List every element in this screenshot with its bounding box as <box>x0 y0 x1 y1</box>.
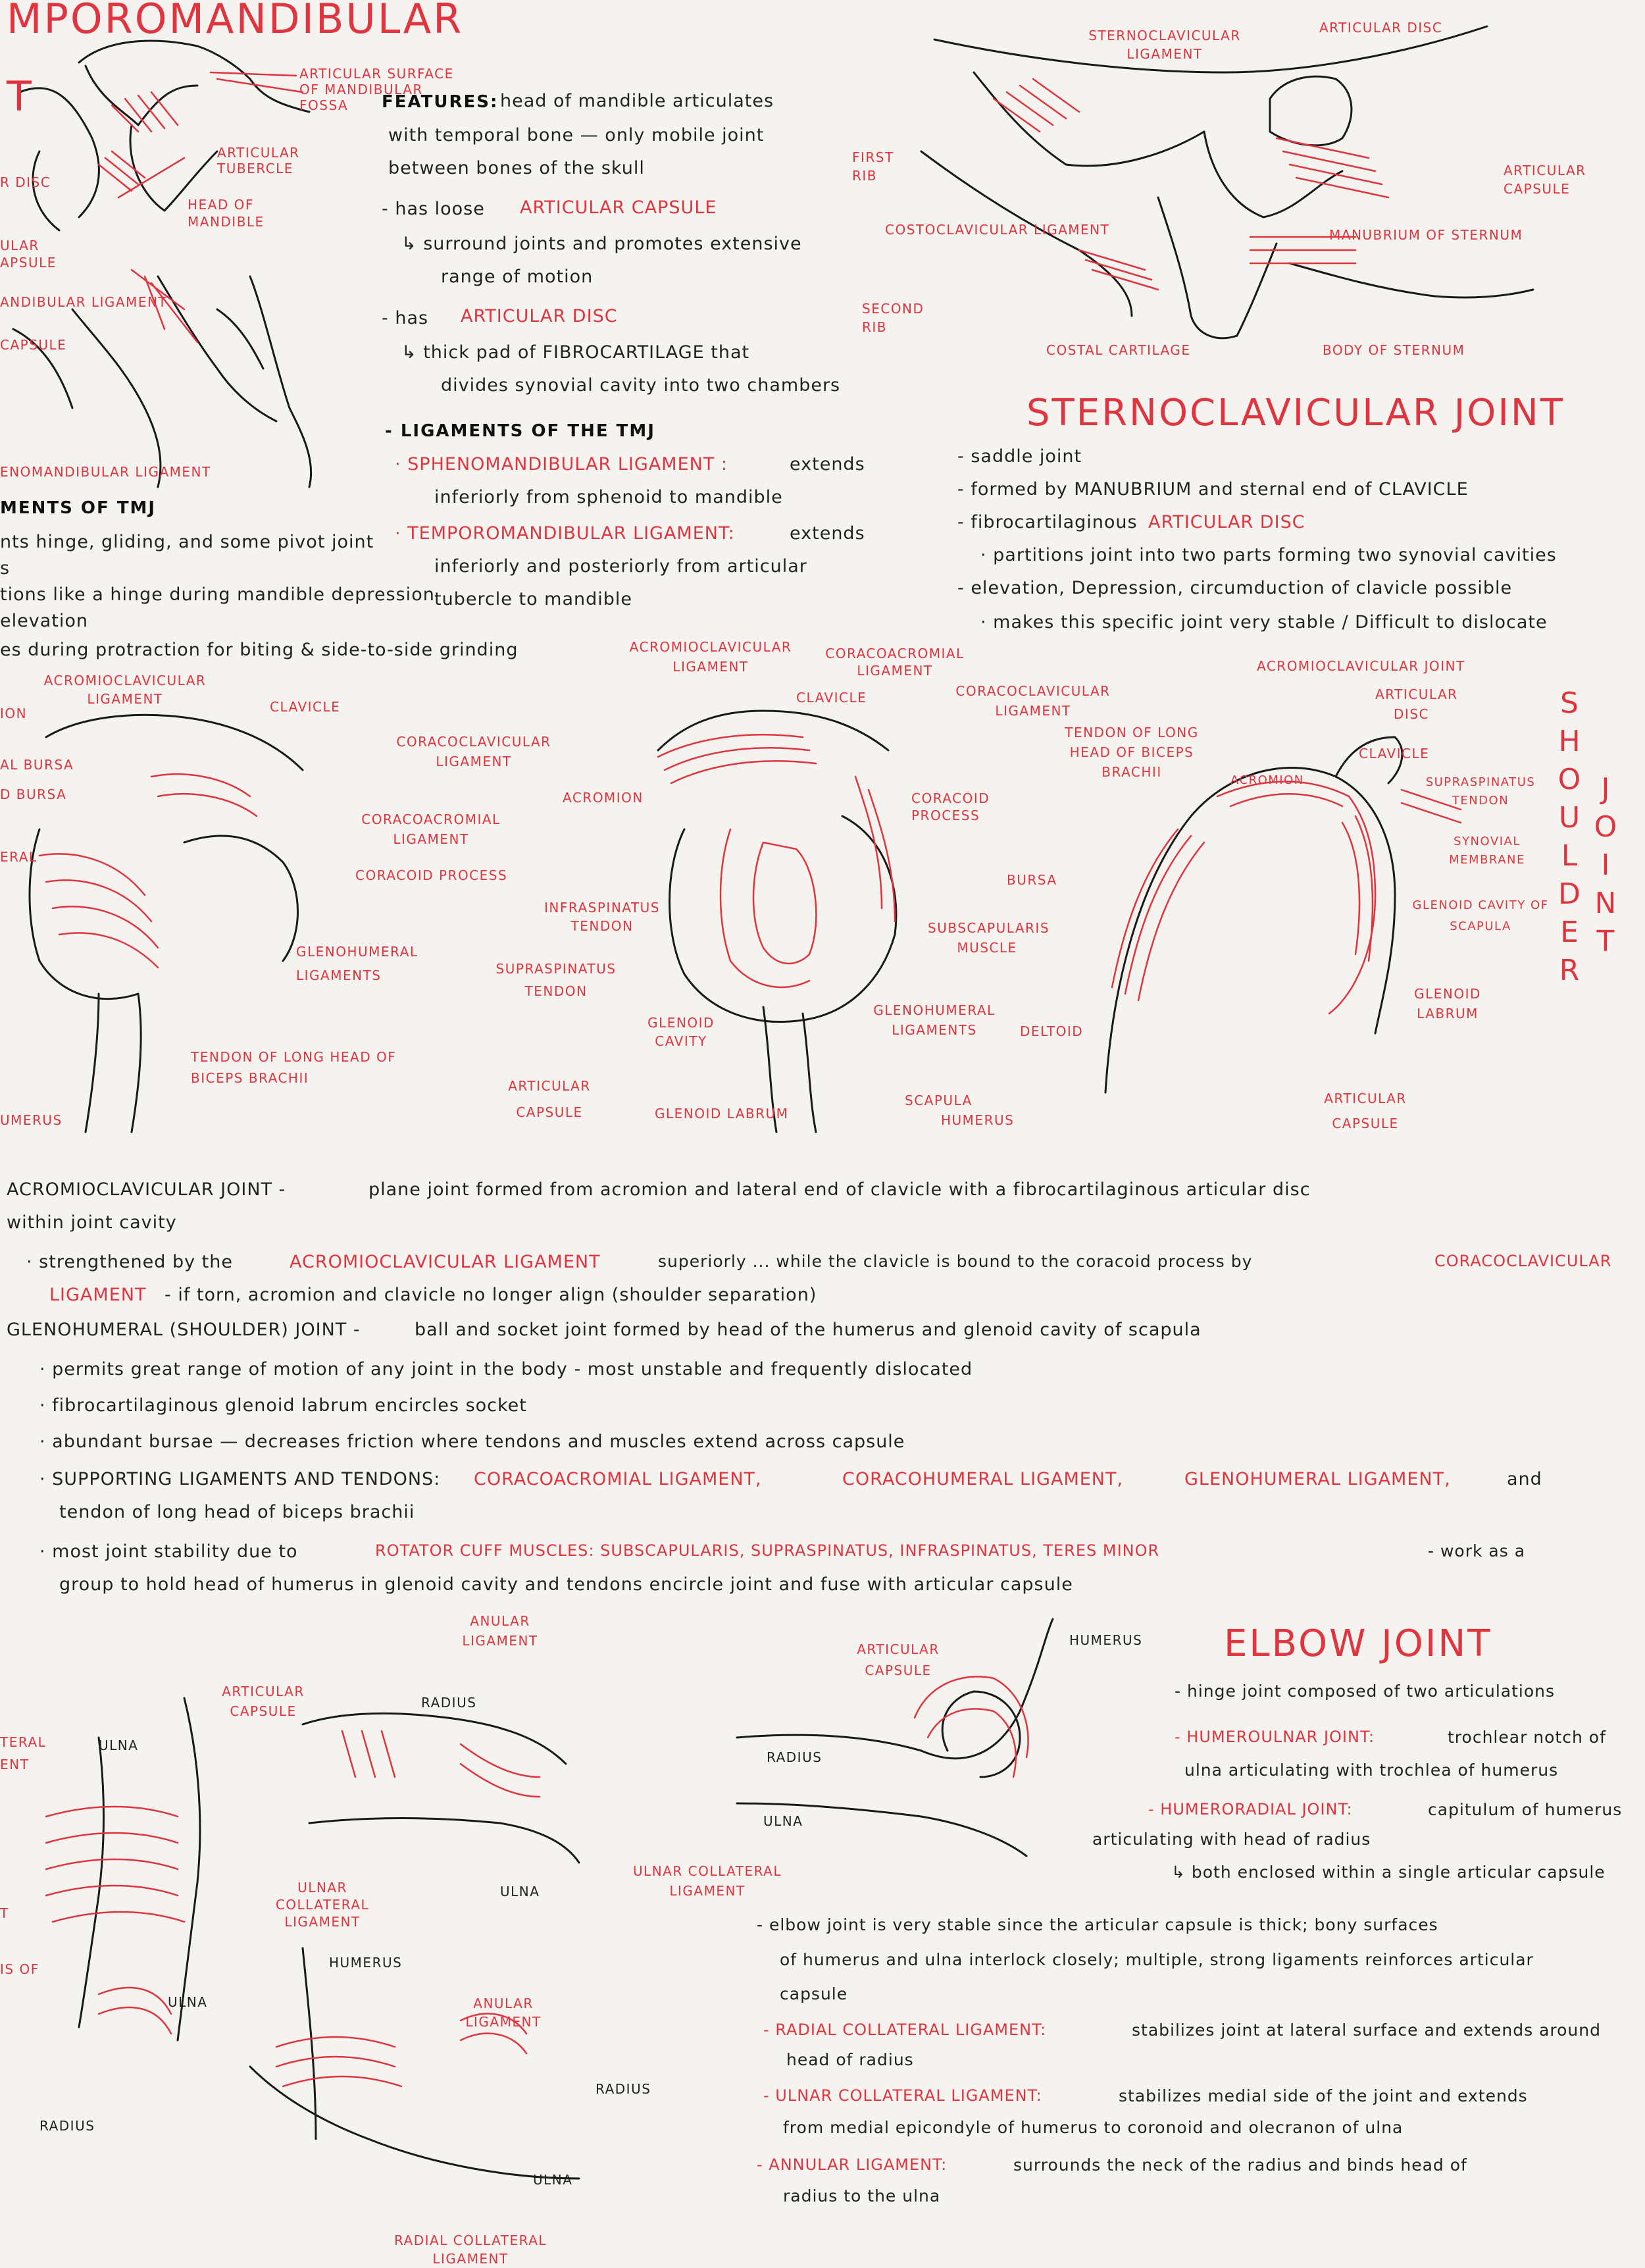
elbow-p1c: capsule <box>780 1984 848 2003</box>
scj-line-5: - elevation, Depression, circumduction of clavicle possible <box>957 578 1513 598</box>
sh-c-glenoid-cavity: GLENOID CAVITY OF SCAPULA <box>1412 898 1549 933</box>
sh-b-glenohumeral: GLENOHUMERAL LIGAMENTS <box>873 1002 996 1038</box>
tmj-features-1: head of mandible articulates <box>500 91 774 111</box>
tmj-disc-pre: - has <box>382 308 429 328</box>
sh-c-deltoid: DELTOID <box>1020 1023 1084 1039</box>
scj-line-4: · partitions joint into two parts forming two synovial cavities <box>980 545 1557 565</box>
shoulder-v-letter: U <box>1558 801 1581 835</box>
el-b-ulna: ULNA <box>763 1813 803 1829</box>
tmj-label-capsule: ULAR APSULE <box>0 238 57 271</box>
tmj-capsule-red: ARTICULAR CAPSULE <box>520 197 717 218</box>
elbow-p3-red: - ULNAR COLLATERAL LIGAMENT: <box>763 2086 1042 2105</box>
sh-c-ac-joint: ACROMIOCLAVICULAR JOINT <box>1257 658 1465 674</box>
el-a-radius: RADIUS <box>421 1695 477 1711</box>
shoulder-v-letter: E <box>1560 915 1579 949</box>
sh-a-bursa-2: D BURSA <box>0 786 67 802</box>
tmj-lig2-red: · TEMPOROMANDIBULAR LIGAMENT: <box>395 523 735 544</box>
tmj-lig2-txt: extends <box>790 523 865 544</box>
tmj-lig1-l2: inferiorly from sphenoid to mandible <box>434 487 783 507</box>
elbow-p3: stabilizes medial side of the joint and extends <box>1119 2086 1528 2105</box>
joint-v-letter: N <box>1594 887 1617 920</box>
sh-a-humerus: UMERUS <box>0 1112 63 1128</box>
el-a-ucl: ULNAR COLLATERAL LIGAMENT <box>275 1880 370 1930</box>
elbow-l3-red: - HUMERORADIAL JOINT: <box>1148 1800 1353 1818</box>
sh-b-glenoid-labrum: GLENOID LABRUM <box>655 1106 789 1121</box>
tmj-capsule-pre: - has loose <box>382 199 485 219</box>
el-a-humerus: HUMERUS <box>329 1955 403 1971</box>
scj-label-articular-disc: ARTICULAR DISC <box>1319 20 1443 36</box>
sh-c-articular-disc: ARTICULAR DISC <box>1375 686 1458 722</box>
tmj-disc-l1: ↳ thick pad of FIBROCARTILAGE that <box>401 342 750 363</box>
tmj-lig1-red: · SPHENOMANDIBULAR LIGAMENT : <box>395 454 728 475</box>
sh-c-glenoid-labrum: GLENOID LABRUM <box>1414 986 1481 1021</box>
el-b-radius: RADIUS <box>767 1749 822 1765</box>
joint-vertical-title <box>1589 770 1622 961</box>
gh-joint-l7-red: ROTATOR CUFF MUSCLES: SUBSCAPULARIS, SUPRASPINATUS, INFRASPINATUS, TERES MINOR <box>375 1541 1160 1560</box>
elbow-p4-red: - ANNULAR LIGAMENT: <box>757 2155 948 2174</box>
tmj-mov-1: nts hinge, gliding, and some pivot joint <box>0 532 374 552</box>
el-b-ucl: ULNAR COLLATERAL LIGAMENT <box>632 1863 782 1899</box>
sh-a-glenohumeral: GLENOHUMERAL LIGAMENTS <box>296 944 418 983</box>
el-a-ulna-3: ULNA <box>168 1994 208 2010</box>
tmj-lig1-txt: extends <box>790 454 865 475</box>
gh-joint-l7-pre: · most joint stability due to <box>39 1541 298 1562</box>
sh-c-humerus: HUMERUS <box>941 1112 1015 1128</box>
tmj-mov-5: es during protraction for biting & side-to-side grinding <box>0 640 519 660</box>
el-a-anular: ANULAR LIGAMENT <box>462 1613 538 1649</box>
scj-title: STERNOCLAVICULAR JOINT <box>1026 392 1565 434</box>
sh-b-capsule: ARTICULAR CAPSULE <box>508 1078 591 1120</box>
el-b-capsule: ARTICULAR CAPSULE <box>857 1641 940 1678</box>
sh-b-scapula: SCAPULA <box>905 1093 973 1108</box>
scj-label-manubrium: MANUBRIUM OF STERNUM <box>1329 227 1523 243</box>
elbow-l1: - hinge joint composed of two articulations <box>1175 1682 1556 1701</box>
scj-line-2: - formed by MANUBRIUM and sternal end of CLAVICLE <box>957 479 1469 500</box>
scj-line-6: · makes this specific joint very stable / Difficult to dislocate <box>980 612 1548 632</box>
sh-a-bursa: AL BURSA <box>0 757 74 773</box>
scj-label-first-rib: FIRST RIB <box>852 149 894 184</box>
sh-b-glenoid-cavity: GLENOID CAVITY <box>647 1015 715 1049</box>
tmj-capsule-l2: range of motion <box>441 267 594 287</box>
elbow-p4: surrounds the neck of the radius and binds head of <box>1013 2155 1467 2175</box>
gh-joint-l5-r3: GLENOHUMERAL LIGAMENT, <box>1184 1469 1451 1489</box>
shoulder-v-letter: D <box>1558 877 1581 911</box>
elbow-p2b: head of radius <box>786 2050 914 2069</box>
sh-a-eral: ERAL <box>0 849 38 865</box>
sh-b-coracoid: CORACOID PROCESS <box>911 790 990 823</box>
gh-joint-l4: · abundant bursae — decreases friction where tendons and muscles extend across capsule <box>39 1431 905 1452</box>
tmj-movements-head: MENTS OF TMJ <box>0 498 157 518</box>
el-a-ulna-2: ULNA <box>500 1884 540 1899</box>
ac-joint-l2: within joint cavity <box>7 1212 177 1233</box>
joint-v-letter: J <box>1601 772 1610 806</box>
ac-joint-l4: - if torn, acromion and clavicle no longer align (shoulder separation) <box>164 1285 817 1305</box>
gh-joint-l6: tendon of long head of biceps brachii <box>59 1502 415 1522</box>
tmj-title-2: T <box>7 72 34 120</box>
sh-c-synovial: SYNOVIAL MEMBRANE <box>1449 835 1525 867</box>
scj-label-costal-cartilage: COSTAL CARTILAGE <box>1046 342 1191 358</box>
gh-joint-l2: · permits great range of motion of any joint in the body - most unstable and frequently dislocated <box>39 1359 973 1379</box>
el-a-ulna: ULNA <box>99 1738 139 1753</box>
ac-joint-l3-post: superiorly ... while the clavicle is bound to the coracoid process by <box>658 1252 1253 1271</box>
elbow-l3: capitulum of humerus <box>1428 1800 1623 1819</box>
tmj-disc-l2: divides synovial cavity into two chambers <box>441 375 841 396</box>
elbow-l2: trochlear notch of <box>1448 1728 1606 1747</box>
gh-joint-head: GLENOHUMERAL (SHOULDER) JOINT - <box>7 1320 361 1340</box>
tmj-lig2-l3: tubercle to mandible <box>434 589 633 609</box>
sh-c-biceps: TENDON OF LONG HEAD OF BICEPS BRACHII <box>1065 725 1199 780</box>
gh-joint-l5-pre: · SUPPORTING LIGAMENTS AND TENDONS: <box>39 1469 441 1489</box>
sh-a-ion: ION <box>0 706 28 721</box>
joint-v-letter: I <box>1601 848 1610 882</box>
tmj-features-head: FEATURES: <box>382 92 499 112</box>
sh-c-capsule: ARTICULAR CAPSULE <box>1324 1091 1407 1131</box>
gh-joint-l1: ball and socket joint formed by head of the humerus and glenoid cavity of scapula <box>415 1320 1202 1340</box>
gh-joint-l5-r2: CORACOHUMERAL LIGAMENT, <box>842 1469 1124 1489</box>
shoulder-v-letter: R <box>1559 954 1580 987</box>
elbow-p1: - elbow joint is very stable since the articular capsule is thick; bony surfaces <box>757 1915 1438 1934</box>
tmj-label-articular-surface: ARTICULAR SURFACE OF MANDIBULAR FOSSA <box>299 66 454 113</box>
tmj-label-head-of-mandible: HEAD OF MANDIBLE <box>188 197 265 230</box>
sh-b-acromion: ACROMION <box>563 790 644 806</box>
tmj-label-capsule-2: CAPSULE <box>0 337 67 353</box>
scj-line-3-pre: - fibrocartilaginous <box>957 512 1138 532</box>
shoulder-v-letter: L <box>1561 839 1578 873</box>
tmj-label-disc: R DISC <box>0 174 51 190</box>
shoulder-v-letter: H <box>1558 725 1581 758</box>
sh-b-subscapularis: SUBSCAPULARIS MUSCLE <box>928 920 1050 956</box>
el-a-radius-3: RADIUS <box>595 2081 651 2097</box>
elbow-l2b: ulna articulating with trochlea of humerus <box>1184 1761 1559 1780</box>
tmj-capsule-l1: ↳ surround joints and promotes extensive <box>401 234 802 254</box>
tmj-mov-2: s <box>0 558 11 579</box>
ac-joint-head: ACROMIOCLAVICULAR JOINT - <box>7 1179 286 1200</box>
el-a-t: T <box>0 1905 9 1921</box>
sh-a-ac-ligament: ACROMIOCLAVICULAR LIGAMENT <box>43 673 207 707</box>
el-a-radius-2: RADIUS <box>39 2118 95 2134</box>
el-a-capsule: ARTICULAR CAPSULE <box>222 1684 305 1719</box>
ac-joint-l4-red: LIGAMENT <box>49 1285 147 1305</box>
elbow-l3c: ↳ both enclosed within a single articular capsule <box>1171 1863 1606 1882</box>
tmj-features-2: with temporal bone — only mobile joint <box>388 125 765 145</box>
elbow-l2-red: - HUMEROULNAR JOINT: <box>1175 1728 1375 1746</box>
el-a-rcl: RADIAL COLLATERAL LIGAMENT <box>393 2232 547 2267</box>
tmj-label-spheno: ENOMANDIBULAR LIGAMENT <box>0 464 211 480</box>
gh-joint-l7-post: - work as a <box>1428 1541 1526 1560</box>
elbow-title: ELBOW JOINT <box>1224 1622 1492 1665</box>
sh-a-coracoclavicular: CORACOCLAVICULAR LIGAMENT <box>396 734 551 769</box>
sh-b-clavicle: CLAVICLE <box>796 690 867 706</box>
tmj-lig2-l2: inferiorly and posteriorly from articular <box>434 556 807 577</box>
shoulder-vertical-title <box>1553 684 1586 990</box>
tmj-mov-4: elevation <box>0 611 88 631</box>
gh-joint-l3: · fibrocartilaginous glenoid labrum encircles socket <box>39 1395 527 1416</box>
scj-label-costoclavicular: COSTOCLAVICULAR LIGAMENT <box>885 222 1110 238</box>
sh-c-acromion: ACROMION <box>1230 773 1304 787</box>
shoulder-v-letter: O <box>1557 763 1581 796</box>
sh-b-coracoacromial: CORACOACROMIAL LIGAMENT <box>825 646 965 679</box>
ac-joint-l1: plane joint formed from acromion and lateral end of clavicle with a fibrocartilaginous articular disc <box>368 1179 1311 1200</box>
tmj-mov-3: tions like a hinge during mandible depression <box>0 584 435 605</box>
shoulder-v-letter: S <box>1560 686 1579 720</box>
el-a-ulna-4: ULNA <box>533 2172 573 2188</box>
sh-c-clavicle: CLAVICLE <box>1359 746 1430 761</box>
scj-line-1: - saddle joint <box>957 446 1082 467</box>
scj-label-second-rib: SECOND RIB <box>862 301 924 335</box>
elbow-p2: stabilizes joint at lateral surface and extends around <box>1132 2021 1601 2040</box>
elbow-p4b: radius to the ulna <box>783 2186 941 2205</box>
el-a-is-of: IS OF <box>0 1961 39 1977</box>
scj-line-3-red: ARTICULAR DISC <box>1148 512 1305 532</box>
sh-c-supraspinatus: SUPRASPINATUS TENDON <box>1425 775 1536 808</box>
scj-label-body-of-sternum: BODY OF STERNUM <box>1323 342 1465 358</box>
elbow-l3b: articulating with head of radius <box>1092 1830 1371 1849</box>
joint-v-letter: O <box>1594 810 1617 844</box>
gh-joint-l8: group to hold head of humerus in glenoid cavity and tendons encircle joint and fuse with articular capsule <box>59 1574 1073 1595</box>
scj-label-sc-ligament: STERNOCLAVICULAR LIGAMENT <box>1088 28 1241 62</box>
sh-a-coracoacromial: CORACOACROMIAL LIGAMENT <box>361 812 501 847</box>
tmj-label-articular-tubercle: ARTICULAR TUBERCLE <box>217 145 300 176</box>
elbow-p3b: from medial epicondyle of humerus to coronoid and olecranon of ulna <box>783 2118 1404 2137</box>
tmj-features-3: between bones of the skull <box>388 158 645 178</box>
ac-joint-l3-red: ACROMIOCLAVICULAR LIGAMENT <box>290 1252 601 1272</box>
elbow-p2-red: - RADIAL COLLATERAL LIGAMENT: <box>763 2021 1047 2039</box>
sh-a-clavicle: CLAVICLE <box>270 699 341 715</box>
sh-b-bursa: BURSA <box>1007 872 1057 888</box>
sh-b-ac-ligament: ACROMIOCLAVICULAR LIGAMENT <box>629 639 792 675</box>
scj-label-capsule: ARTICULAR CAPSULE <box>1504 163 1586 197</box>
gh-joint-l5-r1: CORACOACROMIAL LIGAMENT, <box>474 1469 762 1489</box>
sh-b-coracoclavicular: CORACOCLAVICULAR LIGAMENT <box>955 683 1111 719</box>
el-a-teral: TERAL ENT <box>0 1734 47 1772</box>
tmj-disc-red: ARTICULAR DISC <box>461 306 618 326</box>
joint-v-letter: T <box>1596 925 1615 958</box>
el-a-anular-2: ANULAR LIGAMENT <box>465 1996 542 2030</box>
gh-joint-l5-post: and <box>1507 1469 1542 1489</box>
ac-joint-l3-red2: CORACOCLAVICULAR <box>1434 1252 1612 1270</box>
tmj-title: MPOROMANDIBULAR <box>7 0 464 43</box>
ac-joint-l3-pre: · strengthened by the <box>26 1252 233 1272</box>
tmj-lig-head: - LIGAMENTS OF THE TMJ <box>385 421 655 441</box>
elbow-p1b: of humerus and ulna interlock closely; multiple, strong ligaments reinforces articular <box>780 1950 1534 1969</box>
tmj-label-ligament: ANDIBULAR LIGAMENT <box>0 294 168 310</box>
el-b-humerus: HUMERUS <box>1069 1632 1143 1648</box>
sh-b-infraspinatus: INFRASPINATUS TENDON <box>544 900 660 934</box>
sh-b-supraspinatus: SUPRASPINATUS TENDON <box>495 961 617 999</box>
sh-a-coracoid: CORACOID PROCESS <box>355 867 508 883</box>
sh-a-biceps: TENDON OF LONG HEAD OF BICEPS BRACHII <box>191 1049 397 1086</box>
